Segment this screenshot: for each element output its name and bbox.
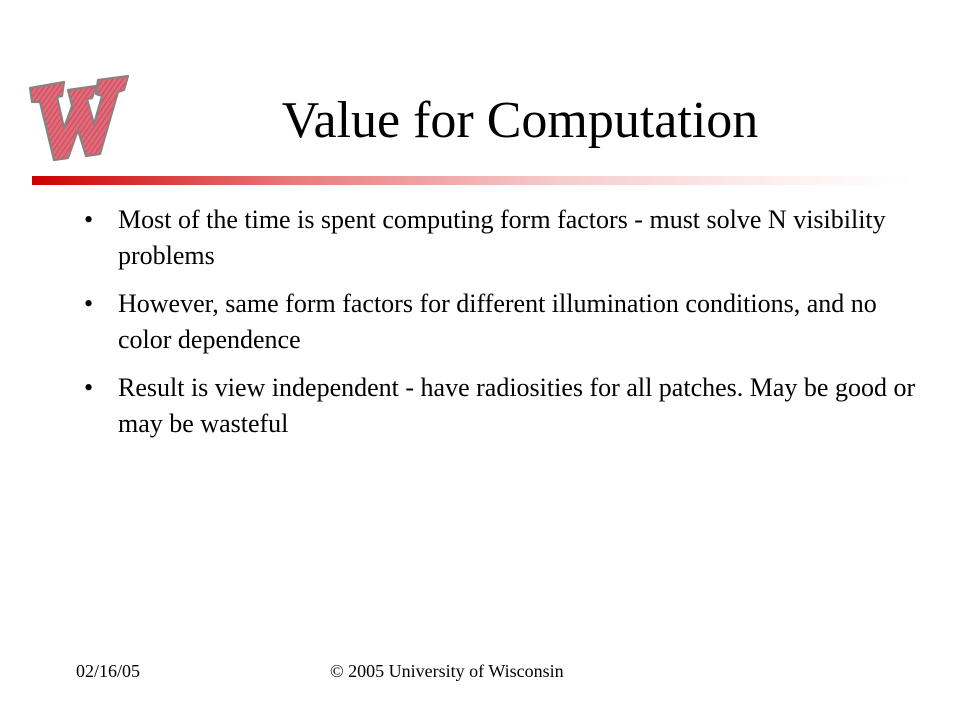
bullet-list (80, 202, 920, 454)
wisconsin-w-logo-icon (24, 66, 136, 166)
footer-copyright: © 2005 University of Wisconsin (330, 661, 564, 681)
bullet-item (80, 286, 920, 358)
slide-title: Value for Computation (281, 92, 759, 149)
bullet-item (80, 202, 920, 274)
bullet-marker: • (84, 289, 94, 318)
title-divider (32, 176, 912, 185)
bullet-marker: • (84, 205, 94, 234)
bullet-marker: • (84, 373, 94, 402)
bullet-text: Result is view independent - have radiosities for all patches. May be good or may be wasteful (118, 373, 916, 438)
footer-date: 02/16/05 (76, 661, 141, 681)
bullet-text: However, same form factors for different illumination conditions, and no color dependence (118, 289, 877, 354)
bullet-text: Most of the time is spent computing form factors - must solve N visibility problems (118, 205, 886, 270)
bullet-item (80, 370, 920, 442)
